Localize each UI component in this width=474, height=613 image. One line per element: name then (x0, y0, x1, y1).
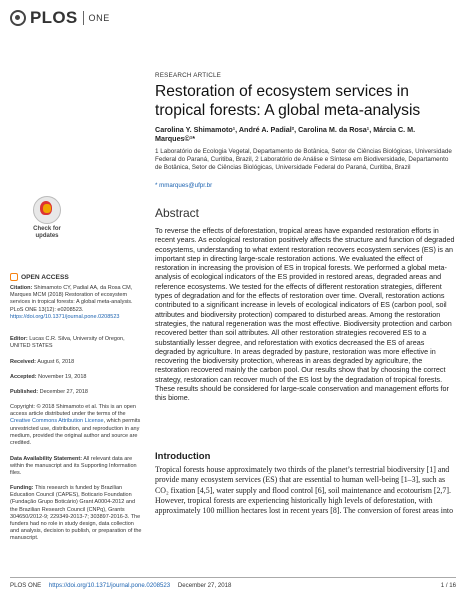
plos-one-logo[interactable] (10, 8, 110, 28)
editor-block (10, 336, 142, 350)
abstract-text: To reverse the effects of deforestation, tropical areas have expanded restoration efforts in recent years. As ecological restoration positively affects the structure and function of degraded ecosystems, understanding to what extent restoration recovers ecosystem services (ES) is an important step in directing large-scale restoration actions. We evaluated the effect of restoration in increasing the provision of ES in tropical forests. We performed a global meta-analysis of ecological indicators of the ES provided in restored areas, degraded areas and reference ecosystems. We tested for the effects of different restoration strategies, different types of degradation and for the effects of restoration over time. Overall, restoration actions contributed to a significant increase in levels of ecological indicators of ES (carbon pool, soil attributes and biodiversity protection) compared to disturbed areas. Among the restoration strategies, the natural regeneration was the most effective. Biodiversity protection and carbon recovered better than soil attributes. All other restoration strategies recovered ES to a substantially lesser degree, and reforestation with exotics decreased the ES of areas degraded by agriculture. In areas degraded by pasture, restoration was more effective in recovering the biodiversity protection, whereas in areas degraded by agriculture, the restoration recovered mainly the carbon pool. Our results show that by choosing the correct strategy, restoration can recover much of the ES lost by the degradation of tropical forests. These results should be considered for large-scale conservation and management efforts for this biome. (155, 226, 455, 403)
accepted-label: Accepted: (10, 374, 37, 380)
accepted-date: November 19, 2018 (38, 374, 87, 380)
copyright-block (10, 404, 142, 447)
received-date: August 6, 2018 (37, 359, 75, 365)
page-footer (10, 582, 456, 589)
citation-doi-link[interactable]: https://doi.org/10.1371/journal.pone.0208523 (10, 313, 120, 320)
received-label: Received: (10, 359, 36, 365)
author-list: Carolina Y. Shimamoto¹, André A. Padial², Carolina M. da Rosa¹, Márcia C. M. Marques©¹* (155, 125, 416, 144)
journal-name: ONE (88, 13, 110, 23)
article-type: RESEARCH ARTICLE (155, 72, 222, 79)
published-label: Published: (10, 389, 39, 395)
published-date: December 27, 2018 (39, 389, 88, 395)
citation-block (10, 285, 142, 321)
data-availability-block (10, 456, 142, 478)
article-title: Restoration of ecosystem services in tropical forests: A global meta-analysis (155, 83, 421, 119)
funding-label: Funding: (10, 485, 34, 491)
published-block (10, 389, 142, 396)
logo-divider (83, 11, 84, 25)
citation-label: Citation: (10, 285, 33, 291)
copyright-text-end: , which permits unrestricted use, distribution, and reproduction in any medium, provided the original author and source are credited. (10, 418, 141, 447)
crossmark-icon (33, 196, 61, 224)
data-availability-label: Data Availability Statement: (10, 456, 83, 462)
footer-divider (10, 577, 456, 578)
introduction-heading: Introduction (155, 451, 211, 462)
open-access-label (10, 273, 69, 281)
editor-text: Lucas C.R. Silva, University of Oregon, UNITED STATES (10, 336, 125, 350)
citation-text: Shimamoto CY, Padial AA, da Rosa CM, Marques MCM (2018) Restoration of ecosystem services in tropical forests: A global meta-analysis. PLoS ONE 13(12): e0208523. (10, 285, 133, 313)
editor-label: Editor: (10, 336, 28, 342)
check-updates-label: Check for updates (33, 226, 61, 239)
page-number: 1 / 16 (440, 582, 456, 589)
open-access-text: OPEN ACCESS (21, 273, 69, 281)
cc-license-link[interactable]: Creative Commons Attribution License (10, 418, 104, 425)
accepted-block (10, 374, 142, 381)
check-for-updates-badge[interactable] (30, 196, 64, 240)
footer-doi-link[interactable]: https://doi.org/10.1371/journal.pone.0208523 (48, 582, 171, 589)
funding-text: This research is funded by Brazilian Education Council (CAPES), Boticario Foundation (Fundação Grupo Boticário) Grant A0004-2012 and the Brazilian Research Council (CNPq), Grants 304650/2012-9; 229349-2013-7; 303897-2016-3. The funders had no role in study design, data collection and analysis, decision to publish, or preparation of the manuscript. (10, 485, 142, 542)
plos-logo-icon (10, 10, 26, 26)
introduction-text: Tropical forests house approximately two thirds of the planet’s terrestrial biodiversity [1] and provide many ecosystem services (ES) that are essential to human well-being [1–3], such as CO₂ fixation [4,5], water supply and flood control [6], soil maintenance and ecotourism [2,7]. However, tropical forests are experiencing historically high levels of deforestation, with approximately 100 million hectares lost in recent years [8]. The conversion of forest areas into (155, 465, 454, 516)
data-availability-text: All relevant data are within the manuscript and its Supporting Information files. (10, 456, 137, 477)
funding-block (10, 485, 142, 543)
footer-date: December 27, 2018 (177, 582, 232, 589)
copyright-text: Copyright: © 2018 Shimamoto et al. This is an open access article distributed under the terms of the (10, 404, 136, 418)
open-lock-icon (10, 273, 18, 281)
corresponding-email-link[interactable]: * mmarques@ufpr.br (155, 182, 213, 189)
brand-name: PLOS (30, 8, 78, 27)
received-block (10, 359, 142, 366)
abstract-heading: Abstract (155, 206, 200, 220)
footer-journal: PLOS ONE (10, 582, 42, 589)
affiliations: 1 Laboratório de Ecologia Vegetal, Departamento de Botânica, Setor de Ciências Biológicas, Universidade Federal do Paraná, Curitiba, Brazil, 2 Laboratório de Análise e Síntese em Biodiversidade, Departamento de Botânica, Setor de Ciências Biológicas, Universidade Federal do Paraná, Curitiba, Brazil (155, 148, 452, 172)
